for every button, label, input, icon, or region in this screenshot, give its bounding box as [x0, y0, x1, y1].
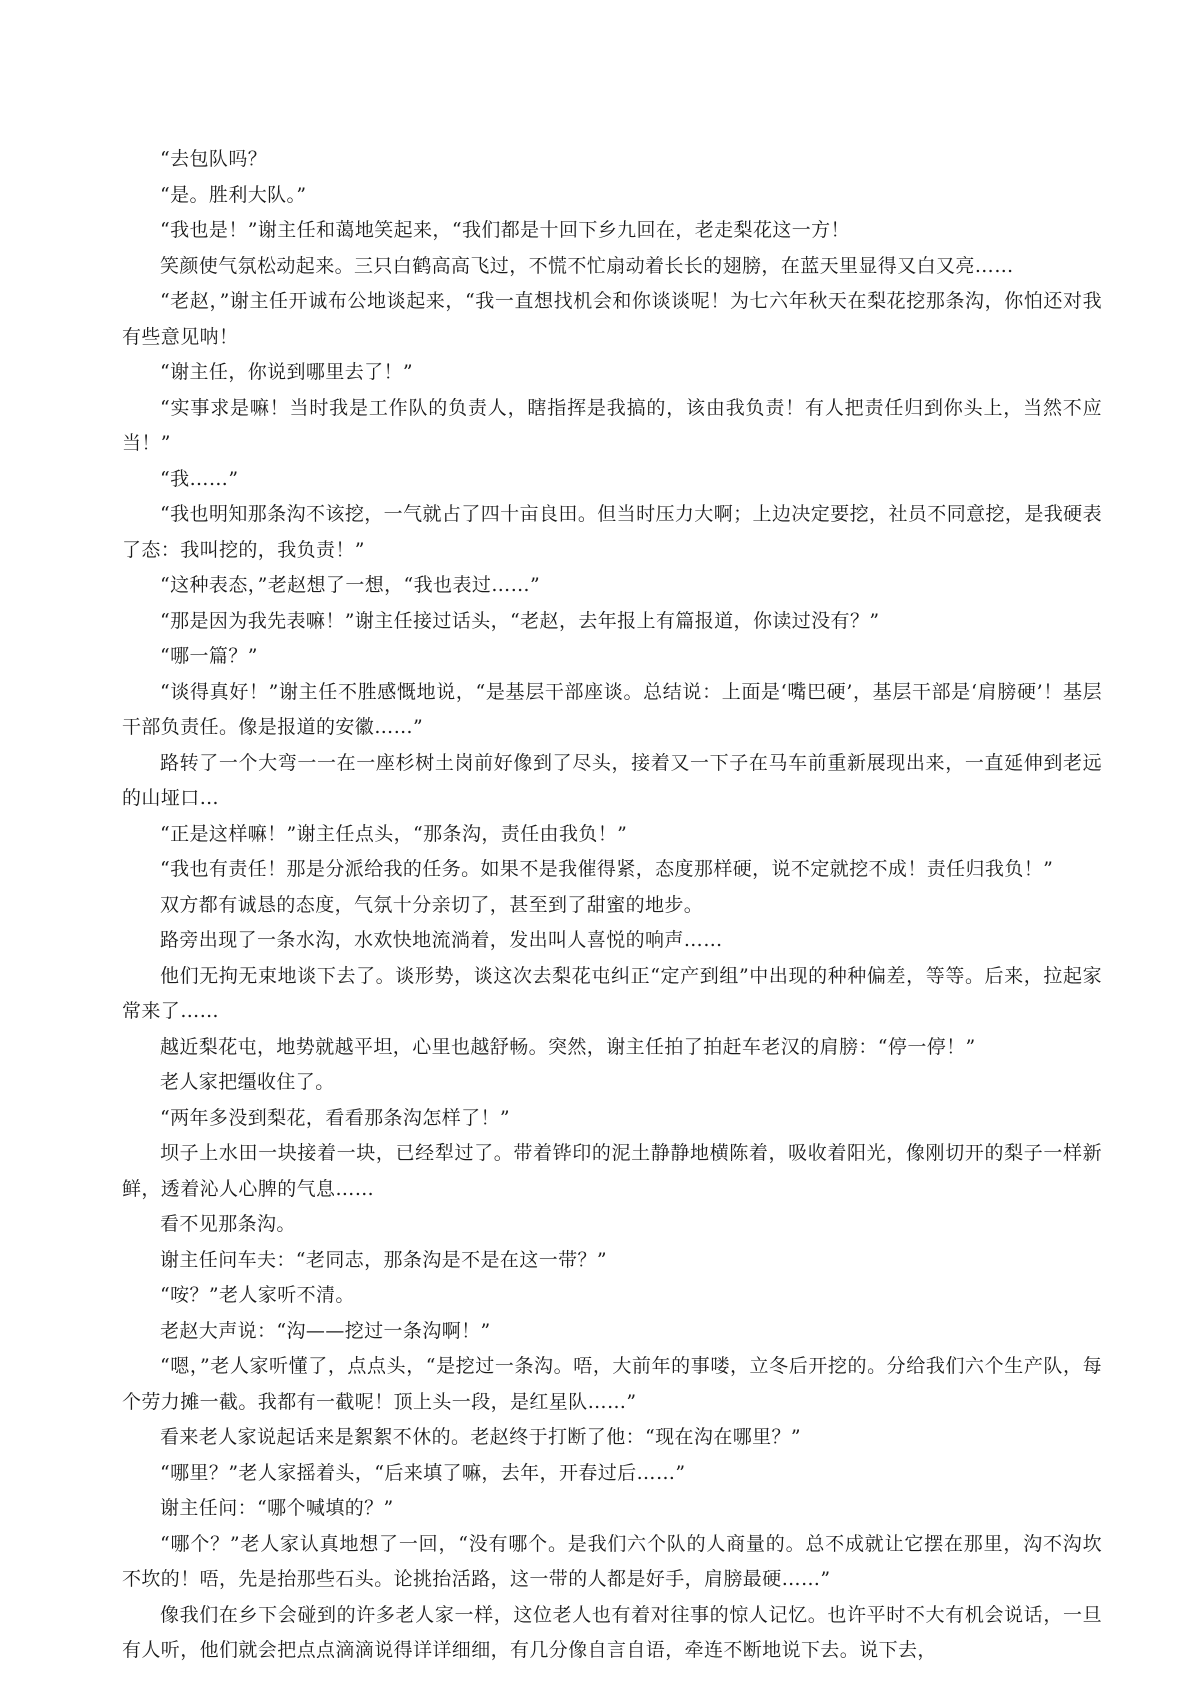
paragraph: 笑颜使气氛松动起来。三只白鹤高高飞过，不慌不忙扇动着长长的翅膀，在蓝天里显得又白又亮…… [160, 254, 1014, 277]
paragraph: “咹？”老人家听不清。 [160, 1284, 355, 1306]
paragraph: “我也明知那条沟不该挖，一气就占了四十亩良田。但当时压力大啊；上边决定要挖，社员不同意挖，是我硬表了态：我叫挖的，我负责！” [122, 503, 1102, 561]
paragraph: “我也有责任！那是分派给我的任务。如果不是我催得紧，态度那样硬，说不定就挖不成！责任归我负！” [160, 858, 1054, 880]
paragraph: “哪一篇？” [160, 645, 258, 667]
paragraph: 路旁出现了一条水沟，水欢快地流淌着，发出叫人喜悦的响声…… [160, 929, 723, 951]
paragraph: 看不见那条沟。 [160, 1213, 296, 1235]
paragraph: “正是这样嘛！”谢主任点头，“那条沟，责任由我负！” [160, 822, 628, 845]
paragraph: “谢主任，你说到哪里去了！” [160, 361, 414, 383]
paragraph: “哪里？”老人家摇着头，“后来填了嘛，去年，开春过后……” [160, 1461, 686, 1484]
paragraph: “嗯，”老人家听懂了，点点头，“是挖过一条沟。唔，大前年的事喽，立冬后开挖的。分给我们六个生产队，每个劳力摊一截。我都有一截呢！顶上头一段，是红星队……” [122, 1355, 1102, 1413]
paragraph: 老人家把缰收住了。 [160, 1071, 335, 1093]
paragraph: 他们无拘无束地谈下去了。谈形势，谈这次去梨花屯纠正“定产到组”中出现的种种偏差，等等。后来，拉起家常来了…… [122, 964, 1102, 1022]
paragraph: 谢主任问：“哪个喊填的？” [160, 1497, 394, 1519]
paragraph: 路转了一个大弯一一在一座杉树土岗前好像到了尽头，接着又一下子在马车前重新展现出来，一直延伸到老远的山垭口… [122, 751, 1102, 809]
paragraph: 看来老人家说起话来是絮絮不休的。老赵终于打断了他：“现在沟在哪里？” [160, 1426, 802, 1448]
story-text [122, 142, 1102, 1669]
paragraph: “是。胜利大队。” [160, 183, 307, 206]
paragraph: “去包队吗？ [160, 148, 268, 170]
paragraph: “两年多没到梨花，看看那条沟怎样了！” [160, 1106, 511, 1129]
paragraph: 老赵大声说：“沟——挖过一条沟啊！” [160, 1319, 491, 1342]
paragraph: “那是因为我先表嘛！”谢主任接过话头，“老赵，去年报上有篇报道，你读过没有？” [160, 609, 880, 632]
paragraph: “谈得真好！”谢主任不胜感慨地说，“是基层干部座谈。总结说：上面是‘嘴巴硬’，基层干部是‘肩膀硬’！基层干部负责任。像是报道的安徽……” [122, 680, 1102, 738]
paragraph: 谢主任问车夫：“老同志，那条沟是不是在这一带？” [160, 1248, 608, 1271]
paragraph: 双方都有诚恳的态度，气氛十分亲切了，甚至到了甜蜜的地步。 [160, 893, 704, 916]
paragraph: “我也是！”谢主任和蔼地笑起来，“我们都是十回下乡九回在，老走梨花这一方！ [160, 219, 850, 241]
paragraph: “老赵，”谢主任开诚布公地谈起来，“我一直想找机会和你谈谈呢！为七六年秋天在梨花挖那条沟，你怕还对我有些意见呐！ [122, 290, 1102, 348]
paragraph: 像我们在乡下会碰到的许多老人家一样，这位老人也有着对往事的惊人记忆。也许平时不大有机会说话，一旦有人听，他们就会把点点滴滴说得详详细细，有几分像自言自语，牵连不断地说下去。说下去， [122, 1603, 1102, 1661]
paragraph: 坝子上水田一块接着一块，已经犁过了。带着铧印的泥土静静地横陈着，吸收着阳光，像刚切开的梨子一样新鲜，透着沁人心脾的气息…… [122, 1142, 1102, 1200]
paragraph: “我……” [160, 467, 239, 490]
paragraph: “这种表态，”老赵想了一想，“我也表过……” [160, 574, 541, 596]
paragraph: “实事求是嘛！当时我是工作队的负责人，瞎指挥是我搞的，该由我负责！有人把责任归到你头上，当然不应当！” [122, 396, 1102, 454]
paragraph: “哪个？”老人家认真地想了一回，“没有哪个。是我们六个队的人商量的。总不成就让它摆在那里，沟不沟坎不坎的！唔，先是抬那些石头。论挑抬活路，这一带的人都是好手，肩膀最硬……” [122, 1532, 1102, 1590]
paragraph: 越近梨花屯，地势就越平坦，心里也越舒畅。突然，谢主任拍了拍赶车老汉的肩膀：“停一停！” [160, 1035, 976, 1058]
